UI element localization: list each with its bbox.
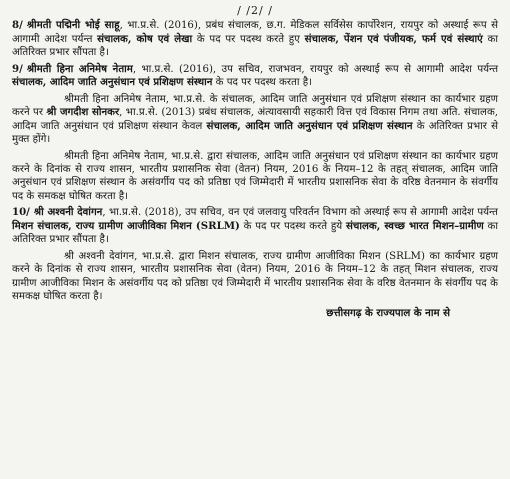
- order-paragraph: [12, 93, 498, 147]
- body-text: , भा.प्र.से. (2018), उप सचिव, वन एवं जलवायु परिवर्तन विभाग को अस्थाई रूप से आगामी आदेश पर्यन्त: [102, 207, 498, 219]
- bold-text: संचालक, स्वच्छ भारत मिशन–ग्रामीण: [345, 219, 484, 232]
- bold-text: श्रीमती पद्मिनी भोई साहू: [26, 19, 120, 32]
- bold-text: मिशन संचालक, राज्य ग्रामीण आजीविका मिशन (SRLM): [12, 219, 240, 232]
- item-number: 9/: [12, 62, 23, 75]
- order-paragraph: [12, 150, 498, 204]
- body-text: श्रीमती हिना अनिमेष नेताम, भा.प्र.से. द्वारा संचालक, आदिम जाति अनुसंधान एवं प्रशिक्षण संस्थान का कार्यभार ग्रहण करने के दिनांक से राज्य शासन, भारतीय प्रशासनिक सेवा (वेतन) नियम, 2016 के नियम–12 के तहत् संचालक, आदिम जाति अनुसंधान एवं प्रशिक्षण संस्थान के असंवर्गीय पद को प्रतिष्ठा एवं जिम्मेदारी में भारतीय प्रशासनिक सेवा के वरिष्ठ वेतनमान के संवर्गीय पद के समकक्ष घोषित करता है।: [12, 150, 498, 202]
- order-paragraph: [12, 250, 498, 304]
- page-number: / /2/ /: [237, 4, 273, 17]
- body-text: , भा.प्र.से. (2016), प्रबंध संचालक, छ.ग. मेडिकल सर्विसेस कार्पोरेशन, रायपुर को अस्थाई रूप से आगामी आदेश पर्यन्त: [12, 20, 498, 45]
- bold-text: संचालक, आदिम जाति अनुसंधान एवं प्रशिक्षण संस्थान: [206, 119, 413, 132]
- bold-text: श्री जगदीश सोनकर: [46, 106, 120, 119]
- order-paragraph: [12, 19, 498, 59]
- body-text: के पद पर पदस्थ करता है।: [212, 77, 312, 89]
- bold-text: संचालक, पेंशन एवं पंजीयक, फर्म एवं संस्थाएं: [304, 32, 483, 45]
- bold-text: संचालक, कोष एवं लेखा: [97, 32, 193, 45]
- body-text: श्री अश्वनी देवांगन, भा.प्र.से. द्वारा मिशन संचालक, राज्य ग्रामीण आजीविका मिशन (SRLM) का कार्यभार ग्रहण करने के दिनांक से राज्य शासन, भारतीय प्रशासनिक सेवा (वेतन) नियम, 2016 के नियम–12 के तहत् मिशन संचालक, राज्य ग्रामीण आजीविका मिशन के असंवर्गीय पद को प्रतिष्ठा एवं जिम्मेदारी में भारतीय प्रशासनिक सेवा के वरिष्ठ वेतनमान के संवर्गीय पद के समकक्ष घोषित करता है।: [12, 250, 498, 303]
- body-text: , भा.प्र.से. (2013) प्रबंध संचालक, अंत्यावसायी सहकारी वित्त एवं विकास निगम तथा अति. संचालक, आदिम जाति अनुसंधान एवं प्रशिक्षण संस्थान केवल: [12, 107, 499, 132]
- body-text: के पद पर पदस्थ करते हुए: [192, 33, 305, 45]
- order-paragraphs: [12, 19, 498, 303]
- body-text: का अतिरिक्त प्रभार सौंपता है।: [12, 33, 499, 59]
- bold-text: श्री अश्वनी देवांगन: [33, 206, 103, 219]
- order-paragraph: [12, 206, 498, 246]
- item-number: 8/: [12, 19, 23, 32]
- order-paragraph: [12, 63, 498, 90]
- body-text: श्रीमती हिना अनिमेष नेताम, भा.प्र.से. के संचालक, आदिम जाति अनुसंधान एवं प्रशिक्षण संस्थान का कार्यभार ग्रहण करने पर: [12, 93, 498, 119]
- body-text: , भा.प्र.से. (2016), उप सचिव, राजभवन, रायपुर को अस्थाई रूप से आगामी आदेश पर्यन्त: [132, 63, 498, 75]
- bold-text: संचालक, आदिम जाति अनुसंधान एवं प्रशिक्षण संस्थान: [12, 76, 213, 89]
- item-number: 10/: [12, 206, 30, 219]
- bold-text: श्रीमती हिना अनिमेष नेताम: [26, 62, 133, 75]
- body-text: के पद पर पदस्थ करते हुये: [239, 220, 346, 232]
- closing-line: छत्तीसगढ़ के राज्यपाल के नाम से: [326, 306, 450, 319]
- body-text: के अतिरिक्त प्रभार से मुक्त होंगे।: [12, 120, 498, 146]
- body-text: का अतिरिक्त प्रभार सौंपता है।: [12, 220, 498, 246]
